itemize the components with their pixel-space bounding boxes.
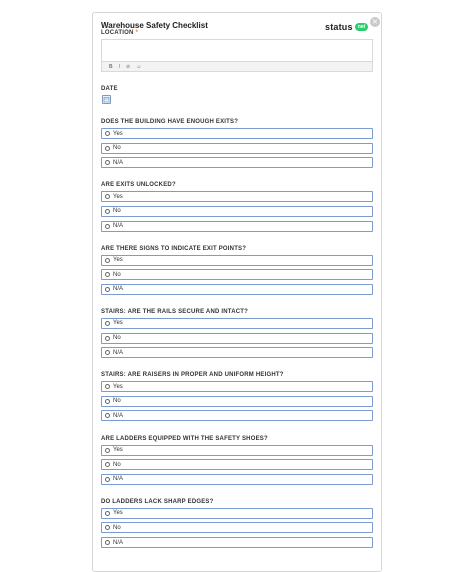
question-label: ARE EXITS UNLOCKED? [101,182,176,189]
radio-icon[interactable] [105,448,110,453]
option-no[interactable] [101,333,373,344]
option-label: No [113,524,121,531]
date-label: DATE [101,86,118,92]
question-label: ARE THERE SIGNS TO INDICATE EXIT POINTS? [101,245,247,252]
option-label: No [113,335,121,341]
option-no[interactable] [101,459,373,470]
option-yes[interactable] [101,255,373,266]
bold-icon[interactable]: B [109,63,113,70]
radio-icon[interactable] [105,413,110,418]
radio-icon[interactable] [105,146,110,151]
option-no[interactable] [101,206,373,217]
option-label: No [113,271,121,278]
italic-icon[interactable]: I [118,63,121,70]
question-label: DOES THE BUILDING HAVE ENOUGH EXITS? [101,119,239,125]
option-na[interactable] [101,221,373,232]
brand-logo [325,22,368,32]
option-na[interactable] [101,157,373,168]
radio-icon[interactable] [105,511,110,516]
radio-icon[interactable] [105,462,110,467]
radio-icon[interactable] [105,477,110,482]
option-label: Yes [113,510,123,517]
option-na[interactable] [101,537,373,548]
radio-icon[interactable] [105,384,110,389]
radio-icon[interactable] [105,336,110,341]
radio-icon[interactable] [105,194,110,199]
form-title: Warehouse Safety Checklist [101,21,208,30]
option-no[interactable] [101,143,373,154]
close-icon[interactable]: × [371,17,379,26]
option-label: N/A [113,539,124,546]
option-yes[interactable] [101,508,373,519]
link-icon[interactable]: ⊘ [126,63,131,70]
option-label: No [113,461,121,468]
checklist-form [92,12,382,572]
option-label: Yes [113,383,123,390]
option-na[interactable] [101,284,373,295]
option-label: N/A [113,412,124,419]
option-label: N/A [113,159,124,166]
radio-icon[interactable] [105,525,110,530]
radio-icon[interactable] [105,399,110,404]
radio-icon[interactable] [105,131,110,136]
option-label: Yes [113,257,123,264]
calendar-icon[interactable] [102,95,111,104]
option-no[interactable] [101,522,373,533]
radio-icon[interactable] [105,258,110,263]
option-label: No [113,398,121,405]
option-label: N/A [113,476,124,483]
option-label: N/A [113,223,124,229]
option-no[interactable] [101,396,373,407]
text-format-toolbar [101,61,373,72]
option-na[interactable] [101,474,373,485]
radio-icon[interactable] [105,224,110,229]
option-label: N/A [113,286,124,293]
option-na[interactable] [101,410,373,421]
question-label: STAIRS: ARE THE RAILS SECURE AND INTACT? [101,308,248,315]
option-label: Yes [113,193,123,200]
option-label: No [113,145,121,152]
option-yes[interactable] [101,191,373,202]
question-label: DO LADDERS LACK SHARP EDGES? [101,498,214,505]
option-label: Yes [113,447,123,453]
question-label: ARE LADDERS EQUIPPED WITH THE SAFETY SHOES? [101,435,268,442]
radio-icon[interactable] [105,350,110,355]
option-label: Yes [113,320,123,327]
option-yes[interactable] [101,381,373,392]
location-label [101,30,138,36]
radio-icon[interactable] [105,272,110,277]
radio-icon[interactable] [105,540,110,545]
option-label: N/A [113,349,124,356]
option-label: No [113,208,121,215]
option-no[interactable] [101,269,373,280]
brand-badge: net [355,23,369,31]
question-label: STAIRS: ARE RAISERS IN PROPER AND UNIFORM HEIGHT? [101,372,284,379]
emoji-icon[interactable]: ☺ [136,63,142,70]
radio-icon[interactable] [105,321,110,326]
option-yes[interactable] [101,128,373,139]
option-yes[interactable] [101,318,373,329]
option-na[interactable] [101,347,373,358]
option-label: Yes [113,130,123,137]
brand-word: status [325,22,353,32]
location-label-text: LOCATION [101,30,134,36]
radio-icon[interactable] [105,209,110,214]
required-mark: * [135,30,139,36]
radio-icon[interactable] [105,160,110,165]
radio-icon[interactable] [105,287,110,292]
option-yes[interactable] [101,445,373,456]
